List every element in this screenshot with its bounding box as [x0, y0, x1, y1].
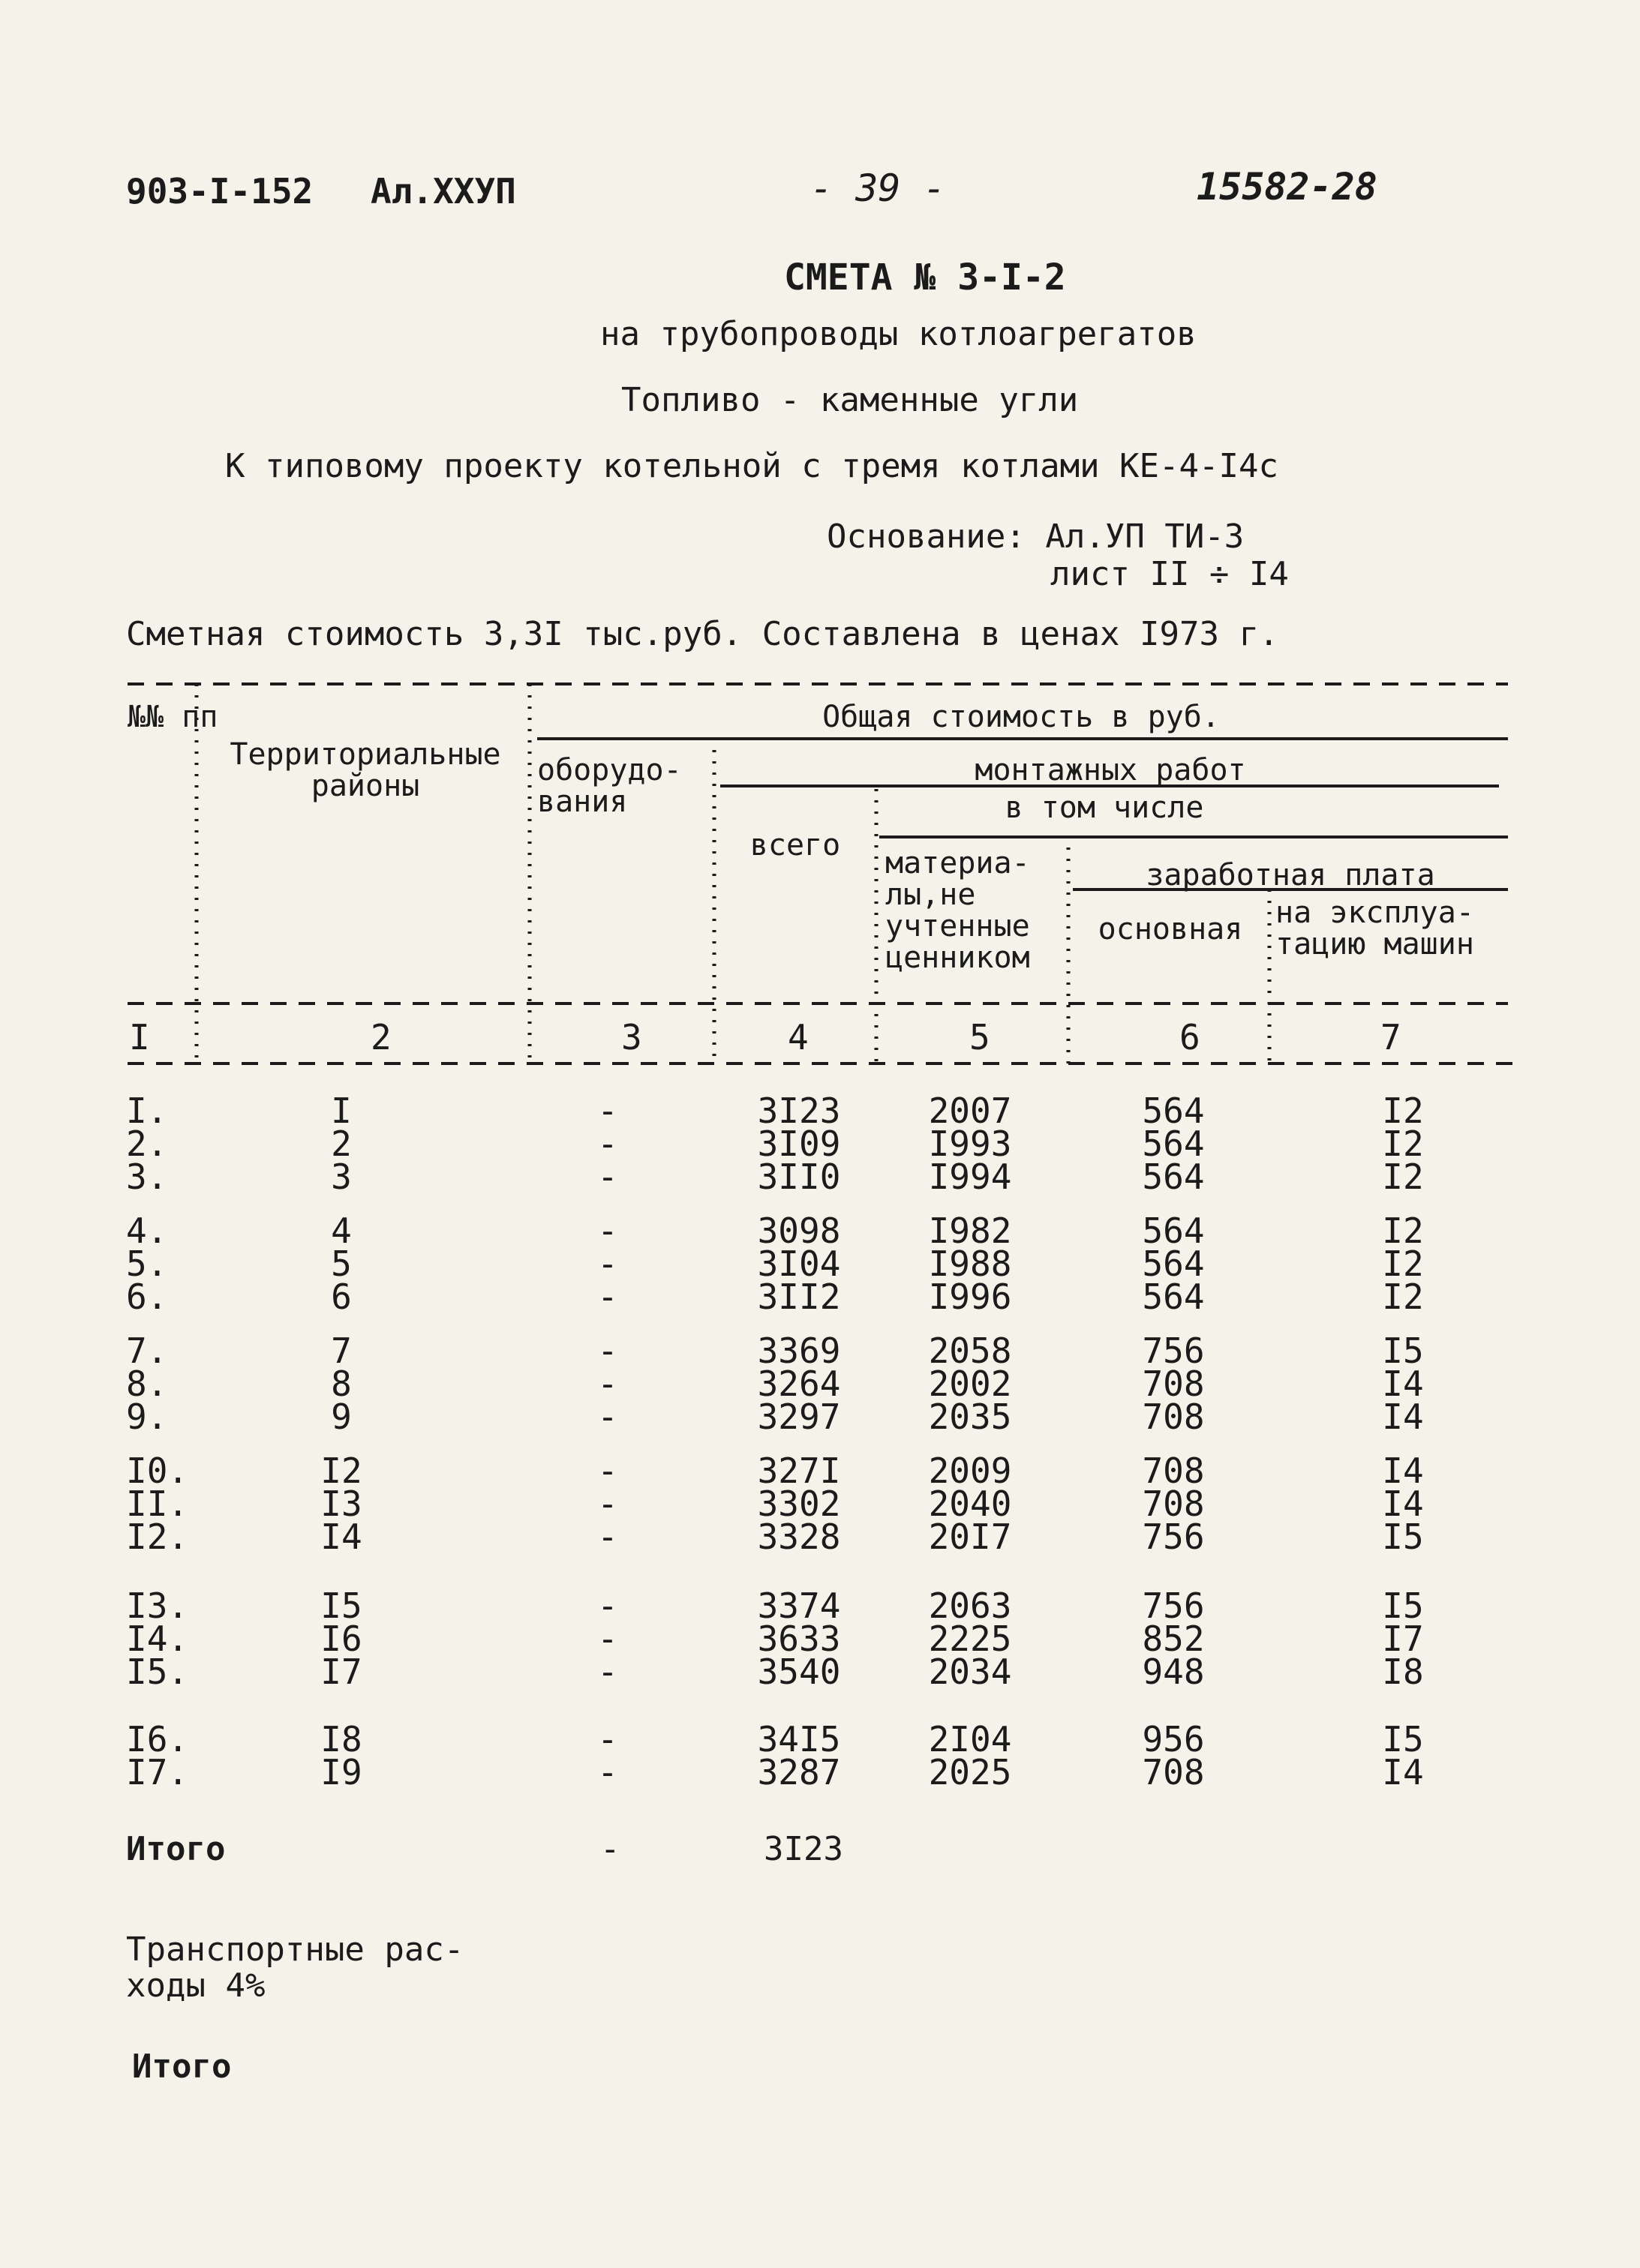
- total-cell: 3633: [757, 1618, 841, 1659]
- machine-wages-cell: I4: [1382, 1396, 1424, 1437]
- total-equipment: -: [600, 1830, 620, 1868]
- column-number-6: 6: [1179, 1017, 1200, 1058]
- district-cell: 3: [331, 1156, 352, 1197]
- total-cell: 34I5: [757, 1719, 841, 1760]
- header-districts: Территориальные районы: [230, 737, 501, 803]
- machine-wages-cell: I4: [1382, 1450, 1424, 1491]
- basic-wages-cell: 708: [1142, 1752, 1205, 1792]
- grand-total-label: Итого: [132, 2048, 232, 2086]
- machine-wages-cell: I5: [1382, 1516, 1424, 1557]
- row-number: I3.: [126, 1586, 189, 1626]
- district-cell: 7: [331, 1330, 352, 1371]
- sheet-number: 15582-28: [1197, 165, 1377, 208]
- fuel-type: Топливо - каменные угли: [621, 381, 1079, 419]
- equipment-cell: -: [597, 1652, 618, 1692]
- materials-cell: I982: [928, 1210, 1012, 1251]
- row-number: 8.: [126, 1364, 168, 1404]
- machine-wages-cell: I2: [1382, 1276, 1424, 1317]
- header-including: в том числе: [1005, 790, 1204, 825]
- materials-cell: 2009: [928, 1450, 1012, 1491]
- row-number: II.: [126, 1484, 189, 1524]
- materials-cell: I994: [928, 1156, 1012, 1197]
- materials-cell: 2225: [928, 1618, 1012, 1659]
- total-cell: 3I04: [757, 1244, 841, 1284]
- header-basic-wages: основная: [1098, 912, 1243, 946]
- machine-wages-cell: I2: [1382, 1156, 1424, 1197]
- machine-wages-cell: I7: [1382, 1618, 1424, 1659]
- basic-wages-cell: 708: [1142, 1364, 1205, 1404]
- equipment-cell: -: [597, 1396, 618, 1437]
- machine-wages-cell: I2: [1382, 1244, 1424, 1284]
- header-equipment: оборудо- вания: [537, 753, 682, 819]
- district-cell: I7: [320, 1652, 362, 1692]
- materials-cell: 2058: [928, 1330, 1012, 1371]
- estimate-subject: на трубопроводы котлоагрегатов: [600, 315, 1197, 353]
- basis-sheets: лист II ÷ I4: [1050, 555, 1289, 593]
- row-number: 2.: [126, 1124, 168, 1164]
- equipment-cell: -: [597, 1244, 618, 1284]
- header-installation: монтажных работ: [975, 753, 1246, 788]
- header-wages: заработная плата: [1146, 858, 1435, 892]
- machine-wages-cell: I2: [1382, 1124, 1424, 1164]
- materials-cell: I993: [928, 1124, 1012, 1164]
- total-cell: 3II0: [757, 1156, 841, 1197]
- district-cell: I: [331, 1090, 352, 1131]
- transport-costs-line2: ходы 4%: [126, 1966, 266, 2005]
- total-cell: 3297: [757, 1396, 841, 1437]
- row-number: 9.: [126, 1396, 168, 1437]
- machine-wages-cell: I5: [1382, 1719, 1424, 1760]
- equipment-cell: -: [597, 1752, 618, 1792]
- equipment-cell: -: [597, 1124, 618, 1164]
- total-cell: 3II2: [757, 1276, 841, 1317]
- row-number: I2.: [126, 1516, 189, 1557]
- machine-wages-cell: I2: [1382, 1090, 1424, 1131]
- column-number-5: 5: [969, 1017, 990, 1058]
- district-cell: 2: [331, 1124, 352, 1164]
- header-total-cost: Общая стоимость в руб.: [822, 700, 1220, 734]
- equipment-cell: -: [597, 1090, 618, 1131]
- district-cell: 6: [331, 1276, 352, 1317]
- materials-cell: 2040: [928, 1484, 1012, 1524]
- machine-wages-cell: I4: [1382, 1484, 1424, 1524]
- total-cell: 3I09: [757, 1124, 841, 1164]
- basic-wages-cell: 564: [1142, 1244, 1205, 1284]
- equipment-cell: -: [597, 1156, 618, 1197]
- materials-cell: 2035: [928, 1396, 1012, 1437]
- total-cell: 3287: [757, 1752, 841, 1792]
- basic-wages-cell: 852: [1142, 1618, 1205, 1659]
- equipment-cell: -: [597, 1586, 618, 1626]
- materials-cell: I988: [928, 1244, 1012, 1284]
- materials-cell: 20I7: [928, 1516, 1012, 1557]
- basic-wages-cell: 564: [1142, 1210, 1205, 1251]
- basic-wages-cell: 564: [1142, 1276, 1205, 1317]
- basic-wages-cell: 956: [1142, 1719, 1205, 1760]
- basic-wages-cell: 564: [1142, 1090, 1205, 1131]
- district-cell: I4: [320, 1516, 362, 1557]
- machine-wages-cell: I8: [1382, 1652, 1424, 1692]
- total-cell: 3540: [757, 1652, 841, 1692]
- header-materials: материа- лы,не учтенные ценником: [885, 846, 1030, 975]
- album-number: Ал.ХХУП: [371, 171, 516, 212]
- district-cell: 4: [331, 1210, 352, 1251]
- equipment-cell: -: [597, 1618, 618, 1659]
- transport-costs-line1: Транспортные рас-: [126, 1930, 464, 1969]
- row-number: 7.: [126, 1330, 168, 1371]
- district-cell: I3: [320, 1484, 362, 1524]
- basis-line: Основание: Ал.УП ТИ-3: [827, 518, 1245, 556]
- district-cell: I6: [320, 1618, 362, 1659]
- column-number-7: 7: [1380, 1017, 1401, 1058]
- district-cell: I9: [320, 1752, 362, 1792]
- basic-wages-cell: 756: [1142, 1330, 1205, 1371]
- equipment-cell: -: [597, 1210, 618, 1251]
- row-number: 5.: [126, 1244, 168, 1284]
- column-number-4: 4: [788, 1017, 809, 1058]
- total-label: Итого: [126, 1830, 226, 1868]
- district-cell: I2: [320, 1450, 362, 1491]
- basic-wages-cell: 708: [1142, 1396, 1205, 1437]
- total-cell: 3302: [757, 1484, 841, 1524]
- column-number-2: 2: [371, 1017, 392, 1058]
- estimated-cost-line: Сметная стоимость 3,3I тыс.руб. Составлена в ценах I973 г.: [126, 615, 1279, 653]
- basic-wages-cell: 564: [1142, 1156, 1205, 1197]
- header-num: №№ пп: [128, 700, 218, 734]
- total-cell: 3374: [757, 1586, 841, 1626]
- total-cell: 3098: [757, 1210, 841, 1251]
- machine-wages-cell: I4: [1382, 1364, 1424, 1404]
- equipment-cell: -: [597, 1516, 618, 1557]
- basic-wages-cell: 948: [1142, 1652, 1205, 1692]
- total-cell: 3I23: [757, 1090, 841, 1131]
- materials-cell: I996: [928, 1276, 1012, 1317]
- materials-cell: 2034: [928, 1652, 1012, 1692]
- materials-cell: 2I04: [928, 1719, 1012, 1760]
- equipment-cell: -: [597, 1450, 618, 1491]
- row-number: 4.: [126, 1210, 168, 1251]
- materials-cell: 2025: [928, 1752, 1012, 1792]
- total-cell: 3264: [757, 1364, 841, 1404]
- basic-wages-cell: 756: [1142, 1586, 1205, 1626]
- row-number: 6.: [126, 1276, 168, 1317]
- estimate-title: СМЕТА № 3-I-2: [784, 256, 1066, 298]
- row-number: I7.: [126, 1752, 189, 1792]
- page-number: - 39 -: [810, 166, 946, 210]
- materials-cell: 2007: [928, 1090, 1012, 1131]
- materials-cell: 2002: [928, 1364, 1012, 1404]
- basic-wages-cell: 756: [1142, 1516, 1205, 1557]
- header-machine-wages: на эксплуа- тацию машин: [1275, 896, 1474, 962]
- row-number: I4.: [126, 1618, 189, 1659]
- equipment-cell: -: [597, 1330, 618, 1371]
- total-value: 3I23: [764, 1830, 843, 1868]
- row-number: I0.: [126, 1450, 189, 1491]
- document-code: 903-I-152: [126, 171, 314, 212]
- materials-cell: 2063: [928, 1586, 1012, 1626]
- column-number-3: 3: [621, 1017, 642, 1058]
- machine-wages-cell: I5: [1382, 1330, 1424, 1371]
- district-cell: I5: [320, 1586, 362, 1626]
- basic-wages-cell: 708: [1142, 1484, 1205, 1524]
- header-total: всего: [749, 828, 841, 862]
- machine-wages-cell: I5: [1382, 1586, 1424, 1626]
- district-cell: 8: [331, 1364, 352, 1404]
- row-number: I5.: [126, 1652, 189, 1692]
- total-cell: 3328: [757, 1516, 841, 1557]
- total-cell: 3369: [757, 1330, 841, 1371]
- district-cell: 5: [331, 1244, 352, 1284]
- machine-wages-cell: I4: [1382, 1752, 1424, 1792]
- row-number: I6.: [126, 1719, 189, 1760]
- machine-wages-cell: I2: [1382, 1210, 1424, 1251]
- district-cell: 9: [331, 1396, 352, 1437]
- basic-wages-cell: 564: [1142, 1124, 1205, 1164]
- equipment-cell: -: [597, 1484, 618, 1524]
- equipment-cell: -: [597, 1276, 618, 1317]
- row-number: 3.: [126, 1156, 168, 1197]
- basic-wages-cell: 708: [1142, 1450, 1205, 1491]
- total-cell: 327I: [757, 1450, 841, 1491]
- row-number: I.: [126, 1090, 168, 1131]
- project-line: К типовому проекту котельной с тремя котлами КЕ-4-I4с: [225, 447, 1278, 485]
- equipment-cell: -: [597, 1364, 618, 1404]
- equipment-cell: -: [597, 1719, 618, 1760]
- district-cell: I8: [320, 1719, 362, 1760]
- column-number-1: I: [129, 1017, 150, 1058]
